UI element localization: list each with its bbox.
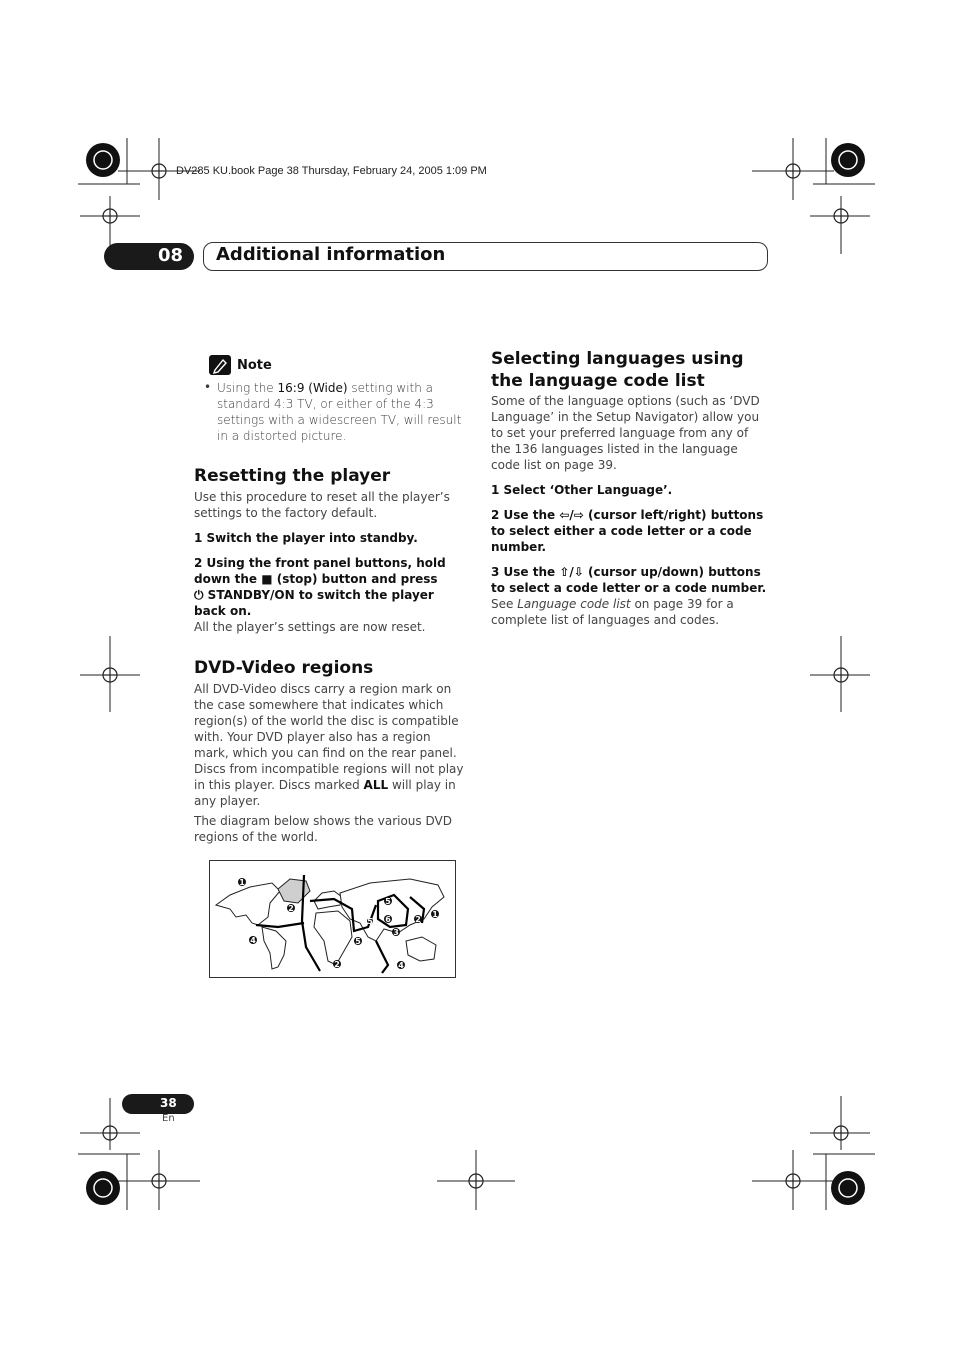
- book-header-line: DV285 KU.book Page 38 Thursday, February 24, 2005 1:09 PM: [176, 165, 487, 177]
- cursor-up-down-icon: ⇧/⇩: [559, 565, 584, 579]
- lang-step3-a: 3 Use the: [491, 565, 560, 579]
- languages-see-also: [491, 596, 769, 628]
- region-label-2b: [414, 915, 422, 924]
- svg-text:4: 4: [398, 961, 404, 970]
- world-map-graphic: [210, 861, 455, 977]
- regions-para1-b: will play in any player.: [194, 778, 456, 808]
- note-text: [217, 380, 472, 444]
- svg-text:5: 5: [355, 937, 361, 946]
- svg-text:1: 1: [432, 910, 438, 919]
- region-label-5c: [367, 917, 373, 926]
- see-link-text: Language code list: [517, 597, 631, 611]
- chapter-title: Additional information: [216, 244, 446, 265]
- lang-step3-b: (cursor up/down) buttons to select a code letter or a code number.: [491, 565, 767, 595]
- note-label: Note: [237, 358, 272, 373]
- region-label-5b: [354, 937, 362, 946]
- stop-icon: ■: [261, 572, 273, 586]
- note-text-bold: 16:9 (Wide): [277, 381, 348, 395]
- svg-text:6: 6: [385, 915, 391, 924]
- region-label-1: [238, 878, 246, 887]
- step2-text-b: (stop) button and press: [272, 572, 438, 586]
- svg-text:2: 2: [288, 904, 294, 913]
- languages-step-3: [491, 564, 769, 596]
- svg-text:2: 2: [334, 960, 340, 969]
- resetting-step-2: [194, 555, 469, 619]
- page-number: 38: [160, 1096, 177, 1110]
- power-icon: ⏻: [194, 588, 204, 602]
- region-label-3: [392, 928, 400, 937]
- note-pencil-icon: [209, 355, 231, 375]
- note-text-before: Using the: [217, 381, 278, 395]
- see-a: See: [491, 597, 518, 611]
- step2-text-c: STANDBY/ON to switch the player back on.: [194, 588, 434, 618]
- page-number-pill: [122, 1094, 194, 1114]
- languages-heading: Selecting languages using the language code list: [491, 349, 744, 391]
- chapter-number: 08: [158, 245, 184, 266]
- regions-heading: DVD-Video regions: [194, 658, 374, 678]
- cursor-left-right-icon: ⇦/⇨: [559, 508, 584, 522]
- regions-paragraph-2: The diagram below shows the various DVD regions of the world.: [194, 814, 452, 844]
- lang-step2-a: 2 Use the: [491, 508, 560, 522]
- resetting-heading: Resetting the player: [194, 466, 391, 486]
- resetting-result: All the player’s settings are now reset.: [194, 620, 426, 634]
- region-map: [209, 860, 456, 978]
- svg-text:2: 2: [415, 915, 421, 924]
- region-label-1b: [431, 910, 439, 919]
- regions-paragraph-1: [194, 681, 469, 809]
- svg-text:4: 4: [250, 936, 256, 945]
- svg-text:5: 5: [367, 917, 373, 926]
- region-label-2: [287, 904, 295, 913]
- region-label-4: [249, 936, 257, 945]
- step2-text-a: 2 Using the front panel buttons, hold down the: [194, 556, 446, 586]
- regions-para1-a: All DVD-Video discs carry a region mark on the case somewhere that indicates which region(s) of the world the disc is compatible with. Your DVD player also has a region mark, which you can find on the rear panel. Discs from incompatible regions will not play in this player. Discs marked: [194, 682, 464, 792]
- resetting-intro: Use this procedure to reset all the player’s settings to the factory default.: [194, 490, 450, 520]
- svg-text:5: 5: [385, 897, 391, 906]
- see-b: on page 39 for a complete list of languages and codes.: [491, 597, 734, 627]
- regions-para1-bold: ALL: [363, 778, 389, 792]
- resetting-step-1: 1 Switch the player into standby.: [194, 531, 418, 545]
- languages-step-1: 1 Select ‘Other Language’.: [491, 483, 673, 497]
- region-label-4b: [397, 961, 405, 970]
- languages-intro: Some of the language options (such as ‘DVD Language’ in the Setup Navigator) allow you to set your preferred language from any of the 136 languages listed in the language code list on page 39.: [491, 394, 760, 472]
- lang-step2-b: (cursor left/right) buttons to select either a code letter or a code number.: [491, 508, 764, 554]
- svg-text:3: 3: [393, 928, 399, 937]
- region-label-2c: [333, 960, 341, 969]
- page-language: En: [162, 1113, 175, 1124]
- note-bullet: •: [204, 380, 212, 394]
- note-text-after: setting with a standard 4:3 TV, or either of the 4:3 settings with a widescreen TV, will result in a distorted picture.: [217, 381, 462, 443]
- svg-text:1: 1: [239, 878, 245, 887]
- languages-step-2: [491, 507, 769, 555]
